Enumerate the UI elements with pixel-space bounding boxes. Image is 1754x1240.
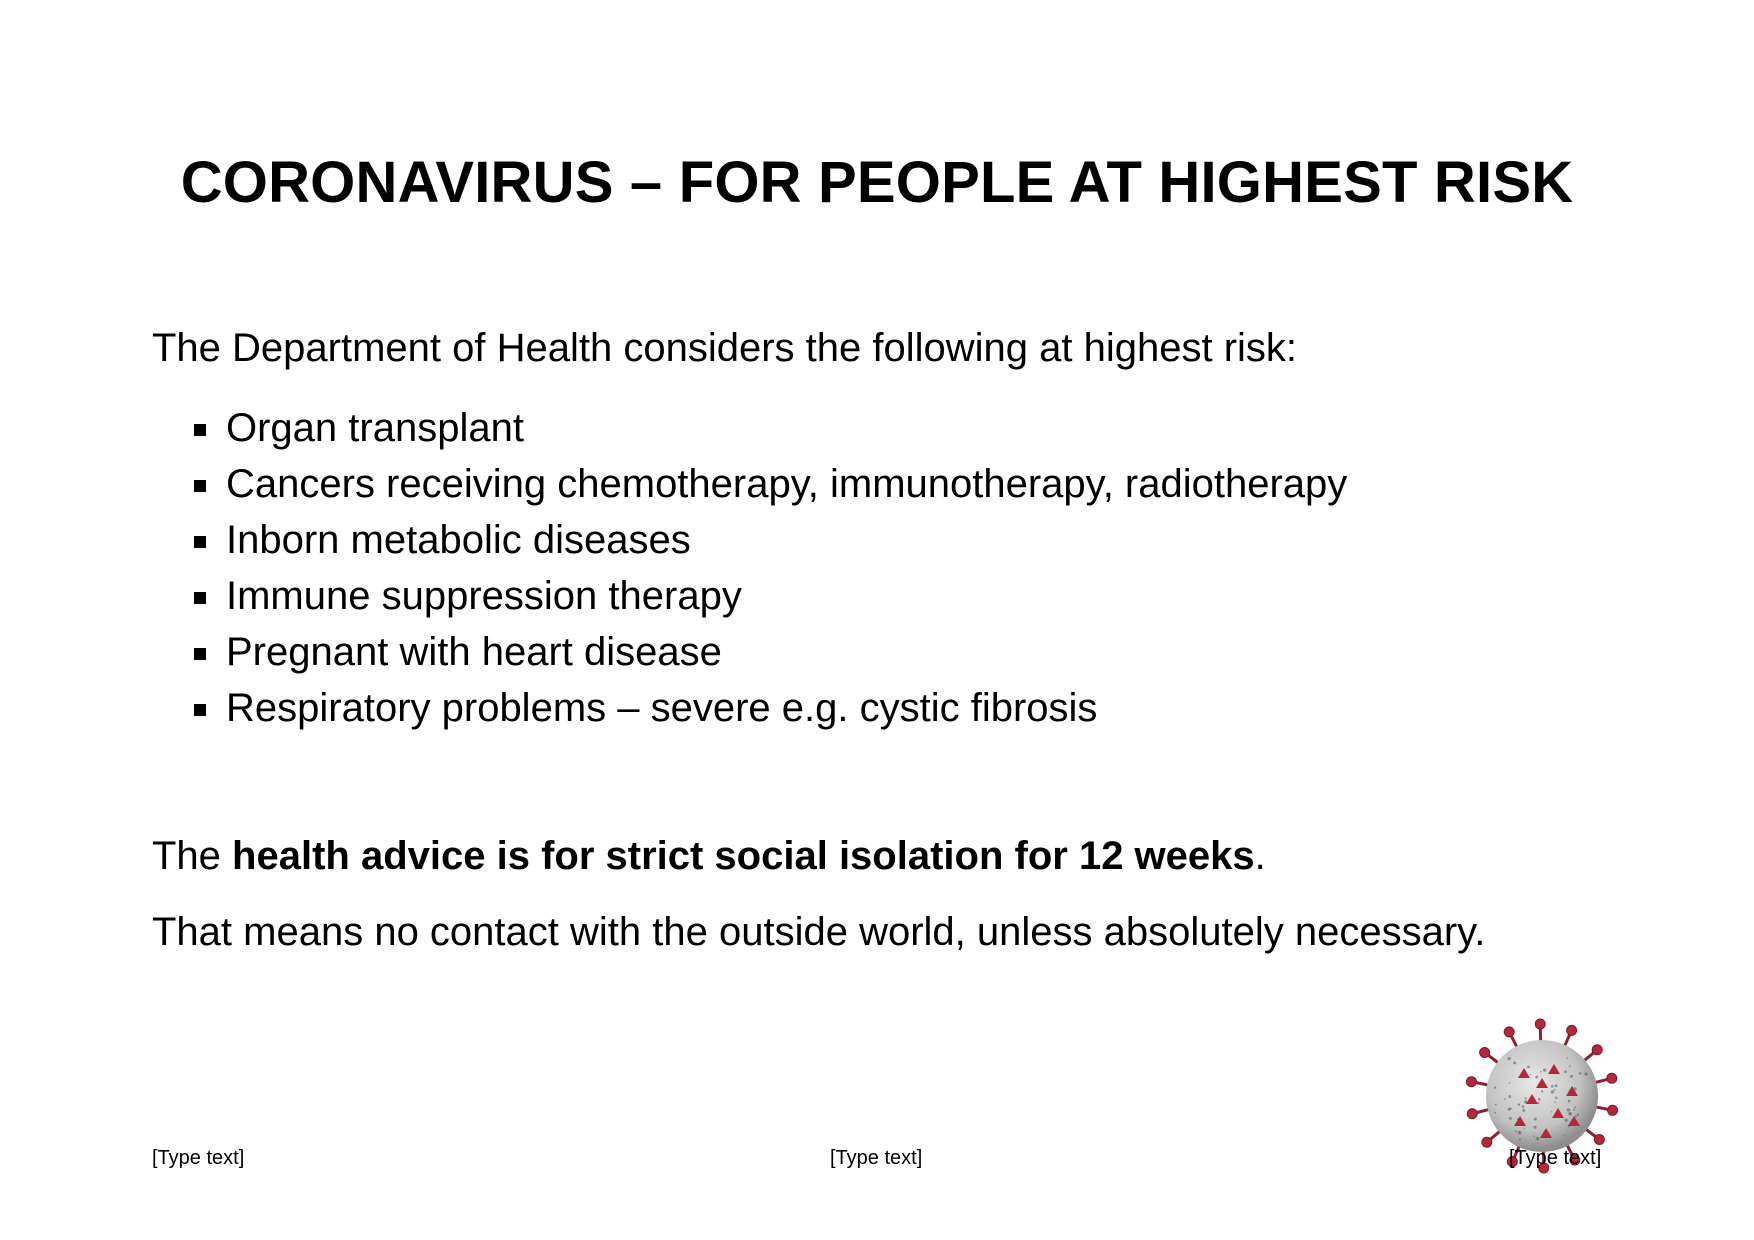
virus-speckle <box>1508 1057 1511 1060</box>
list-item <box>152 512 1347 568</box>
virus-speckle <box>1494 1112 1496 1114</box>
advice-bold-text: health advice is for strict social isolation for 12 weeks <box>232 834 1255 878</box>
virus-speckle <box>1568 1112 1572 1116</box>
list-item-text: Cancers receiving chemotherapy, immunotherapy, radiotherapy <box>226 462 1348 506</box>
virus-speckle <box>1564 1135 1565 1136</box>
virus-speckle <box>1551 1085 1554 1088</box>
advice-prefix: The <box>152 834 233 878</box>
virus-spike-head <box>1607 1073 1617 1083</box>
virus-speckle <box>1579 1072 1582 1075</box>
advice-paragraph <box>152 832 1266 880</box>
virus-speckle <box>1533 1135 1535 1137</box>
list-item <box>152 456 1347 512</box>
risk-list <box>152 400 1347 736</box>
list-item <box>152 400 1347 456</box>
page-title: CORONAVIRUS – FOR PEOPLE AT HIGHEST RISK <box>180 150 1574 215</box>
square-bullet-icon <box>194 592 206 604</box>
virus-speckle <box>1554 1101 1556 1103</box>
virus-speckle <box>1494 1087 1496 1089</box>
virus-speckle <box>1522 1105 1525 1108</box>
virus-spike-head <box>1594 1135 1604 1145</box>
virus-speckle <box>1540 1071 1542 1073</box>
footer-center-text[interactable]: [Type text] <box>830 1147 923 1169</box>
virus-speckle <box>1495 1104 1497 1106</box>
virus-speckle <box>1509 1117 1512 1120</box>
virus-speckle <box>1522 1109 1525 1112</box>
virus-speckle <box>1525 1097 1527 1099</box>
list-item-text: Pregnant with heart disease <box>226 630 722 674</box>
footer-left-text[interactable]: [Type text] <box>152 1147 245 1169</box>
virus-speckle <box>1551 1111 1552 1112</box>
virus-speckle <box>1574 1106 1576 1108</box>
virus-spike-head <box>1592 1045 1602 1055</box>
square-bullet-icon <box>194 648 206 660</box>
virus-speckle <box>1541 1090 1543 1092</box>
virus-speckle <box>1577 1114 1579 1116</box>
square-bullet-icon <box>194 704 206 716</box>
virus-speckle <box>1515 1130 1517 1132</box>
virus-speckle <box>1570 1075 1573 1078</box>
virus-speckle <box>1568 1100 1571 1103</box>
virus-spike-head <box>1482 1137 1492 1147</box>
virus-speckle <box>1518 1103 1520 1105</box>
list-item-text: Immune suppression therapy <box>226 574 742 618</box>
virus-speckle <box>1534 1117 1537 1120</box>
square-bullet-icon <box>194 480 206 492</box>
virus-speckle <box>1514 1063 1516 1065</box>
virus-speckle <box>1555 1084 1558 1087</box>
virus-speckle <box>1527 1065 1530 1068</box>
virus-speckle <box>1519 1138 1521 1140</box>
virus-speckle <box>1538 1098 1541 1101</box>
virus-speckle <box>1536 1137 1540 1141</box>
virus-speckle <box>1504 1098 1506 1100</box>
square-bullet-icon <box>194 536 206 548</box>
list-item <box>152 624 1347 680</box>
virus-speckle <box>1566 1057 1568 1059</box>
list-item <box>152 568 1347 624</box>
virus-speckle <box>1509 1082 1510 1083</box>
virus-speckle <box>1530 1074 1532 1076</box>
footer-right-text[interactable]: [Type text] <box>1509 1147 1602 1169</box>
virus-speckle <box>1554 1089 1556 1091</box>
intro-text: The Department of Health considers the following at highest risk: <box>152 326 1298 370</box>
virus-speckle <box>1535 1076 1538 1079</box>
virus-speckle <box>1555 1097 1557 1099</box>
virus-speckle <box>1551 1090 1555 1094</box>
list-item <box>152 680 1347 736</box>
list-item-text: Organ transplant <box>226 406 524 450</box>
list-item-text: Inborn metabolic diseases <box>226 518 691 562</box>
virus-speckle <box>1543 1069 1546 1072</box>
virus-speckle <box>1569 1065 1571 1067</box>
virus-speckle <box>1567 1108 1570 1111</box>
virus-speckle <box>1573 1109 1575 1111</box>
virus-speckle <box>1564 1070 1567 1073</box>
virus-speckle <box>1584 1073 1587 1076</box>
virus-speckle <box>1565 1119 1568 1122</box>
advice-suffix: . <box>1254 834 1266 878</box>
isolation-explanation: That means no contact with the outside world, unless absolutely necessary. <box>152 910 1486 954</box>
virus-spike-head <box>1504 1027 1514 1037</box>
virus-speckle <box>1510 1108 1512 1110</box>
virus-speckle <box>1575 1115 1577 1117</box>
virus-speckle <box>1534 1126 1537 1129</box>
virus-spike-head <box>1608 1105 1618 1115</box>
square-bullet-icon <box>194 424 206 436</box>
list-item-text: Respiratory problems – severe e.g. cystic fibrosis <box>226 686 1098 730</box>
virus-speckle <box>1523 1128 1525 1130</box>
virus-spike-head <box>1466 1077 1476 1087</box>
virus-spike-head <box>1480 1047 1490 1057</box>
virus-spike-head <box>1535 1019 1545 1029</box>
virus-spike-head <box>1567 1025 1577 1035</box>
virus-spike-head <box>1467 1109 1477 1119</box>
virus-speckle <box>1518 1131 1521 1134</box>
virus-speckle <box>1508 1095 1511 1098</box>
virus-speckle <box>1537 1143 1538 1144</box>
virus-speckle <box>1538 1102 1540 1104</box>
